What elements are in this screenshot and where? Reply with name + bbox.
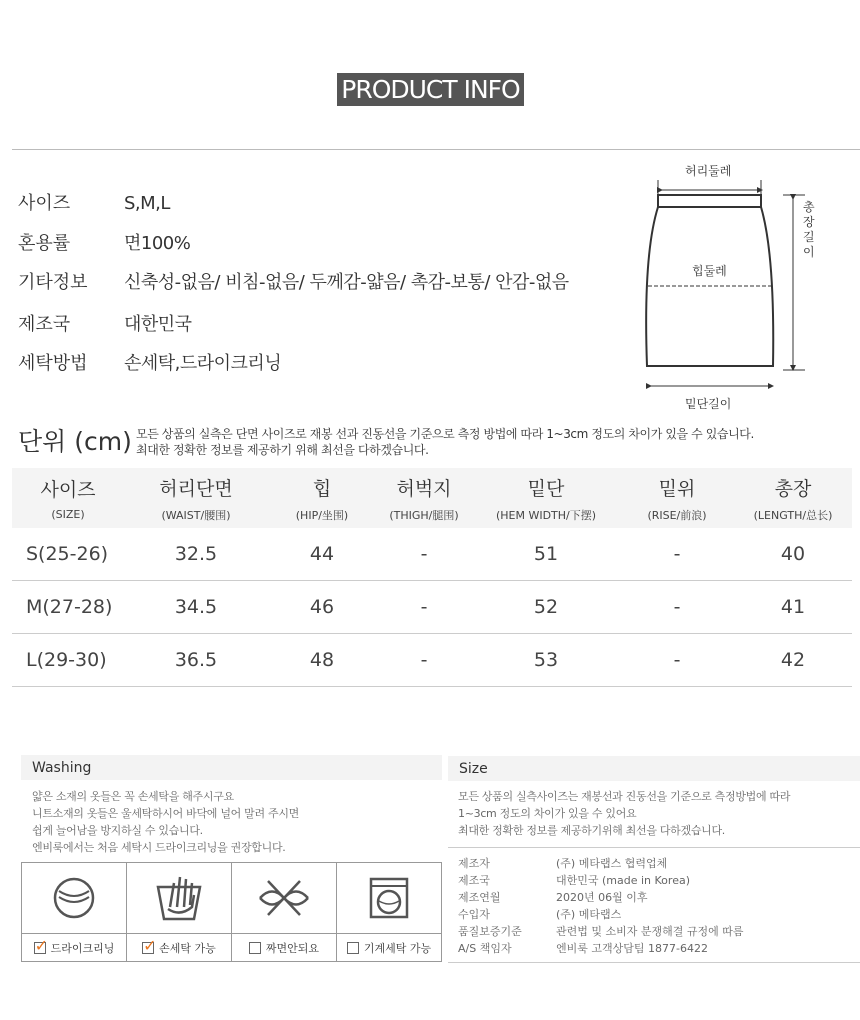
waist-label: 허리둘레 — [685, 164, 732, 178]
checkbox-checked[interactable]: ✓ — [34, 935, 49, 955]
mfr-key: 제조국 — [458, 874, 490, 887]
washing-text — [21, 788, 442, 856]
machine-wash-icon — [364, 873, 414, 923]
size-panel-title: Size — [448, 756, 860, 781]
mfr-key: 제조연월 — [458, 891, 501, 904]
info-label: 혼용률 — [18, 233, 71, 254]
info-label: 기타정보 — [18, 272, 88, 293]
length-label: 총장길이 — [803, 200, 815, 259]
info-label: 사이즈 — [18, 193, 71, 214]
table-cell: 53 — [472, 634, 620, 687]
dry-clean-icon — [49, 873, 99, 923]
table-cell: - — [620, 528, 734, 581]
page-title: PRODUCT INFO — [337, 73, 524, 106]
size-panel — [448, 756, 860, 839]
wash-option-label: 드라이크리닝 — [50, 941, 115, 955]
table-cell: 32.5 — [124, 528, 268, 581]
table-cell: S(25-26) — [12, 528, 124, 581]
mfr-row — [448, 940, 860, 957]
mfr-key: 수입자 — [458, 908, 490, 921]
table-row — [12, 634, 852, 687]
table-cell: 34.5 — [124, 581, 268, 634]
info-label: 제조국 — [18, 314, 71, 335]
manufacturer-info — [448, 847, 860, 963]
mfr-key: 품질보증기준 — [458, 925, 522, 938]
table-cell: 42 — [734, 634, 852, 687]
table-cell: L(29-30) — [12, 634, 124, 687]
mfr-value: 관련법 및 소비자 분쟁해결 규정에 따름 — [556, 925, 744, 938]
washing-line: 얇은 소재의 옷들은 꼭 손세탁을 해주시구요 — [32, 790, 234, 803]
table-cell: 36.5 — [124, 634, 268, 687]
info-row-size — [18, 189, 170, 215]
checkbox-unchecked[interactable] — [249, 942, 261, 954]
header-waist: 허리단면 (WAIST/腰围) — [124, 468, 268, 528]
wash-option-machine — [337, 863, 441, 961]
info-value: S,M,L — [124, 193, 170, 214]
mfr-value: (주) 메타랩스 협력업체 — [556, 857, 668, 870]
wash-option-label: 손세탁 가능 — [159, 941, 216, 955]
no-wring-icon — [254, 873, 314, 923]
info-row-wash — [18, 349, 281, 375]
table-cell: 51 — [472, 528, 620, 581]
info-value: 면100% — [124, 233, 191, 254]
washing-line: 엔비룩에서는 처음 세탁시 드라이크리닝을 권장합니다. — [32, 841, 286, 854]
unit-note — [136, 426, 754, 458]
table-cell: - — [376, 581, 472, 634]
unit-note-line: 최대한 정확한 정보를 제공하기 위해 최선을 다하겠습니다. — [136, 443, 429, 457]
wash-option-label: 짜면안되요 — [265, 941, 320, 955]
skirt-measurement-diagram — [630, 155, 830, 415]
header-rise: 밑위 (RISE/前浪) — [620, 468, 734, 528]
wash-option-dry-clean — [22, 863, 127, 961]
mfr-value: 엔비룩 고객상담팀 1877-6422 — [556, 942, 708, 955]
size-panel-line: 모든 상품의 실측사이즈는 재봉선과 진동선을 기준으로 측정방법에 따라 — [458, 790, 791, 803]
table-cell: - — [376, 528, 472, 581]
checkbox-checked[interactable]: ✓ — [143, 935, 157, 955]
size-panel-text — [448, 788, 860, 839]
wash-icons-grid — [21, 862, 442, 962]
table-cell: M(27-28) — [12, 581, 124, 634]
table-cell: 40 — [734, 528, 852, 581]
size-panel-line: 최대한 정확한 정보를 제공하기위해 최선을 다하겠습니다. — [458, 824, 726, 837]
table-row — [12, 528, 852, 581]
wash-option-hand-wash — [127, 863, 232, 961]
table-cell: 52 — [472, 581, 620, 634]
mfr-row — [448, 923, 860, 940]
mfr-key: A/S 책임자 — [458, 942, 512, 955]
header-length: 총장 (LENGTH/总长) — [734, 468, 852, 528]
wash-option-label: 기계세탁 가능 — [363, 941, 432, 955]
header-hip: 힙 (HIP/坐围) — [268, 468, 376, 528]
washing-panel — [21, 755, 442, 856]
mfr-row — [448, 872, 860, 889]
hand-wash-icon — [152, 871, 206, 925]
table-cell: 44 — [268, 528, 376, 581]
table-cell: - — [620, 581, 734, 634]
washing-title: Washing — [21, 755, 442, 780]
table-cell: 46 — [268, 581, 376, 634]
mfr-value: 2020년 06월 이후 — [556, 891, 648, 904]
info-value: 대한민국 — [124, 314, 192, 335]
info-value: 신축성-없음/ 비침-없음/ 두께감-얇음/ 촉감-보통/ 안감-없음 — [124, 272, 569, 293]
table-cell: 48 — [268, 634, 376, 687]
header-size: 사이즈 (SIZE) — [12, 468, 124, 528]
washing-line: 니트소재의 옷들은 울세탁하시어 바닥에 널어 말려 주시면 — [32, 807, 300, 820]
table-cell: 41 — [734, 581, 852, 634]
info-label: 세탁방법 — [18, 353, 88, 374]
size-panel-line: 1~3cm 정도의 차이가 있을 수 있어요 — [458, 807, 637, 820]
info-row-etc — [18, 268, 569, 294]
info-row-country — [18, 310, 192, 336]
info-row-material — [18, 229, 190, 255]
size-table — [12, 468, 852, 687]
header-thigh: 허벅지 (THIGH/腿围) — [376, 468, 472, 528]
table-row — [12, 581, 852, 634]
header-hem: 밑단 (HEM WIDTH/下摆) — [472, 468, 620, 528]
unit-note-line: 모든 상품의 실측은 단면 사이즈로 재봉 선과 진동선을 기준으로 측정 방법에 따라 1~3cm 정도의 차이가 있을 수 있습니다. — [136, 427, 754, 441]
table-cell: - — [620, 634, 734, 687]
divider — [12, 149, 860, 150]
mfr-key: 제조자 — [458, 857, 490, 870]
mfr-value: 대한민국 (made in Korea) — [556, 874, 690, 887]
mfr-value: (주) 메타랩스 — [556, 908, 622, 921]
table-header-row — [12, 468, 852, 528]
mfr-row — [448, 855, 860, 872]
washing-line: 쉽게 늘어남을 방지하실 수 있습니다. — [32, 824, 203, 837]
checkbox-unchecked[interactable] — [347, 942, 359, 954]
mfr-row — [448, 906, 860, 923]
wash-option-no-wring — [232, 863, 337, 961]
hem-label: 밑단길이 — [685, 397, 732, 411]
mfr-row — [448, 889, 860, 906]
skirt-waistband — [658, 195, 761, 207]
hip-label: 힙둘레 — [692, 264, 727, 278]
unit-title: 단위 (cm) — [18, 427, 132, 456]
info-value: 손세탁,드라이크리닝 — [124, 353, 282, 374]
table-cell: - — [376, 634, 472, 687]
